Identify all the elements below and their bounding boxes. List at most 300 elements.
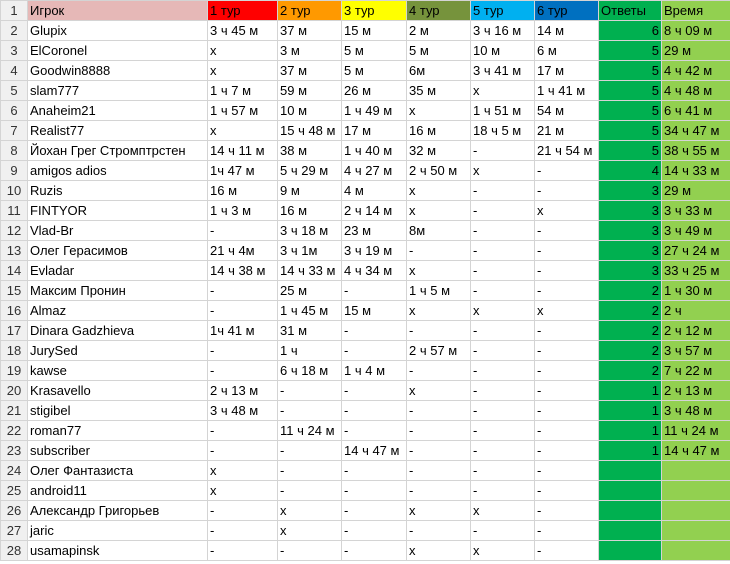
player-name-cell[interactable]: ElCoronel xyxy=(28,41,208,61)
round-2-cell[interactable]: x xyxy=(278,521,342,541)
round-1-cell[interactable]: 1 ч 7 м xyxy=(208,81,278,101)
round-2-cell[interactable]: 16 м xyxy=(278,201,342,221)
round-5-cell[interactable]: - xyxy=(471,521,535,541)
round-3-cell[interactable]: - xyxy=(342,341,407,361)
round-2-cell[interactable]: 38 м xyxy=(278,141,342,161)
round-3-cell[interactable]: 1 ч 4 м xyxy=(342,361,407,381)
table-row xyxy=(1,541,730,561)
answers-cell[interactable]: 2 xyxy=(599,281,662,301)
round-4-cell[interactable]: 5 м xyxy=(407,41,471,61)
player-name-cell[interactable]: Anaheim21 xyxy=(28,101,208,121)
round-5-cell[interactable]: - xyxy=(471,381,535,401)
round-1-cell[interactable]: 1ч 41 м xyxy=(208,321,278,341)
round-5-cell[interactable]: - xyxy=(471,261,535,281)
table-row xyxy=(1,261,730,281)
row-number[interactable]: 21 xyxy=(1,401,28,421)
player-name-cell[interactable]: JurySed xyxy=(28,341,208,361)
table-row xyxy=(1,201,730,221)
time-cell[interactable]: 2 ч xyxy=(662,301,730,321)
round-4-cell[interactable]: 16 м xyxy=(407,121,471,141)
row-number[interactable]: 2 xyxy=(1,21,28,41)
player-name-cell[interactable]: usamapinsk xyxy=(28,541,208,561)
answers-cell[interactable]: 3 xyxy=(599,241,662,261)
answers-cell[interactable]: 2 xyxy=(599,341,662,361)
round-5-cell[interactable]: - xyxy=(471,461,535,481)
round-3-cell[interactable]: 15 м xyxy=(342,21,407,41)
round-1-cell[interactable]: - xyxy=(208,521,278,541)
time-cell[interactable]: 29 м xyxy=(662,181,730,201)
round-4-cell[interactable]: 2 м xyxy=(407,21,471,41)
time-cell[interactable] xyxy=(662,521,730,541)
round-3-cell[interactable]: 4 ч 27 м xyxy=(342,161,407,181)
header-cell-round-5[interactable]: 5 тур xyxy=(471,1,535,21)
table-row xyxy=(1,461,730,481)
time-cell[interactable]: 3 ч 49 м xyxy=(662,221,730,241)
round-2-cell[interactable]: 14 ч 33 м xyxy=(278,261,342,281)
round-6-cell[interactable]: - xyxy=(535,181,599,201)
round-2-cell[interactable]: 9 м xyxy=(278,181,342,201)
round-3-cell[interactable]: - xyxy=(342,281,407,301)
header-cell-time[interactable]: Время xyxy=(662,1,730,21)
round-4-cell[interactable]: - xyxy=(407,421,471,441)
round-5-cell[interactable]: - xyxy=(471,221,535,241)
round-3-cell[interactable]: 5 м xyxy=(342,41,407,61)
table-row xyxy=(1,341,730,361)
round-3-cell[interactable]: 2 ч 14 м xyxy=(342,201,407,221)
answers-cell[interactable]: 2 xyxy=(599,301,662,321)
round-2-cell[interactable]: 3 ч 1м xyxy=(278,241,342,261)
round-6-cell[interactable]: - xyxy=(535,501,599,521)
player-name-cell[interactable]: android11 xyxy=(28,481,208,501)
player-name-cell[interactable]: Александр Григорьев xyxy=(28,501,208,521)
time-cell[interactable]: 14 ч 47 м xyxy=(662,441,730,461)
player-name-cell[interactable]: Максим Пронин xyxy=(28,281,208,301)
time-cell[interactable] xyxy=(662,541,730,561)
header-cell-round-2[interactable]: 2 тур xyxy=(278,1,342,21)
round-5-cell[interactable]: - xyxy=(471,401,535,421)
header-cell-round-3[interactable]: 3 тур xyxy=(342,1,407,21)
round-5-cell[interactable]: - xyxy=(471,321,535,341)
round-2-cell[interactable]: x xyxy=(278,501,342,521)
round-4-cell[interactable]: - xyxy=(407,361,471,381)
round-1-cell[interactable]: - xyxy=(208,441,278,461)
round-6-cell[interactable]: x xyxy=(535,201,599,221)
round-3-cell[interactable]: 15 м xyxy=(342,301,407,321)
round-1-cell[interactable]: x xyxy=(208,121,278,141)
round-6-cell[interactable]: - xyxy=(535,261,599,281)
round-6-cell[interactable]: 21 ч 54 м xyxy=(535,141,599,161)
row-number[interactable]: 22 xyxy=(1,421,28,441)
round-3-cell[interactable]: 26 м xyxy=(342,81,407,101)
player-name-cell[interactable]: kawse xyxy=(28,361,208,381)
answers-cell[interactable]: 3 xyxy=(599,221,662,241)
round-3-cell[interactable]: 1 ч 49 м xyxy=(342,101,407,121)
round-1-cell[interactable]: 1 ч 57 м xyxy=(208,101,278,121)
row-number[interactable]: 7 xyxy=(1,121,28,141)
player-name-cell[interactable]: amigos adios xyxy=(28,161,208,181)
round-4-cell[interactable]: x xyxy=(407,101,471,121)
round-1-cell[interactable]: 16 м xyxy=(208,181,278,201)
round-6-cell[interactable]: 1 ч 41 м xyxy=(535,81,599,101)
round-5-cell[interactable]: 10 м xyxy=(471,41,535,61)
answers-cell[interactable]: 5 xyxy=(599,101,662,121)
round-5-cell[interactable]: 18 ч 5 м xyxy=(471,121,535,141)
player-name-cell[interactable]: slam777 xyxy=(28,81,208,101)
answers-cell[interactable]: 6 xyxy=(599,21,662,41)
round-4-cell[interactable]: - xyxy=(407,241,471,261)
row-number[interactable]: 25 xyxy=(1,481,28,501)
round-1-cell[interactable]: 1 ч 3 м xyxy=(208,201,278,221)
answers-cell[interactable] xyxy=(599,541,662,561)
player-name-cell[interactable]: Glupix xyxy=(28,21,208,41)
table-row xyxy=(1,361,730,381)
answers-cell[interactable]: 5 xyxy=(599,141,662,161)
round-1-cell[interactable]: 21 ч 4м xyxy=(208,241,278,261)
round-3-cell[interactable]: - xyxy=(342,421,407,441)
player-name-cell[interactable]: subscriber xyxy=(28,441,208,461)
round-2-cell[interactable]: 3 ч 18 м xyxy=(278,221,342,241)
round-6-cell[interactable]: x xyxy=(535,301,599,321)
round-2-cell[interactable]: - xyxy=(278,481,342,501)
round-2-cell[interactable]: - xyxy=(278,401,342,421)
round-4-cell[interactable]: - xyxy=(407,461,471,481)
row-number[interactable]: 9 xyxy=(1,161,28,181)
round-5-cell[interactable]: 3 ч 41 м xyxy=(471,61,535,81)
round-3-cell[interactable]: - xyxy=(342,321,407,341)
player-name-cell[interactable]: Йохан Грег Стромптрстен xyxy=(28,141,208,161)
round-3-cell[interactable]: 4 ч 34 м xyxy=(342,261,407,281)
round-4-cell[interactable]: 2 ч 50 м xyxy=(407,161,471,181)
round-5-cell[interactable]: 3 ч 16 м xyxy=(471,21,535,41)
time-cell[interactable]: 3 ч 48 м xyxy=(662,401,730,421)
row-number[interactable]: 20 xyxy=(1,381,28,401)
round-2-cell[interactable]: - xyxy=(278,541,342,561)
round-6-cell[interactable]: 6 м xyxy=(535,41,599,61)
answers-cell[interactable]: 5 xyxy=(599,81,662,101)
answers-cell[interactable]: 5 xyxy=(599,121,662,141)
round-3-cell[interactable]: - xyxy=(342,381,407,401)
answers-cell[interactable]: 1 xyxy=(599,381,662,401)
round-2-cell[interactable]: 15 ч 48 м xyxy=(278,121,342,141)
player-name-cell[interactable]: Vlad-Br xyxy=(28,221,208,241)
answers-cell[interactable]: 2 xyxy=(599,321,662,341)
player-name-cell[interactable]: Dinara Gadzhieva xyxy=(28,321,208,341)
answers-cell[interactable] xyxy=(599,501,662,521)
table-row xyxy=(1,501,730,521)
time-cell[interactable]: 3 ч 33 м xyxy=(662,201,730,221)
row-number[interactable]: 12 xyxy=(1,221,28,241)
player-name-cell[interactable]: Олег Фантазиста xyxy=(28,461,208,481)
round-6-cell[interactable]: - xyxy=(535,281,599,301)
player-name-cell[interactable]: Ruzis xyxy=(28,181,208,201)
round-5-cell[interactable]: - xyxy=(471,141,535,161)
time-cell[interactable]: 2 ч 12 м xyxy=(662,321,730,341)
round-1-cell[interactable]: 14 ч 11 м xyxy=(208,141,278,161)
time-cell[interactable]: 3 ч 57 м xyxy=(662,341,730,361)
round-3-cell[interactable]: 5 м xyxy=(342,61,407,81)
player-name-cell[interactable]: jaric xyxy=(28,521,208,541)
table-row xyxy=(1,161,730,181)
row-number[interactable]: 23 xyxy=(1,441,28,461)
time-cell[interactable] xyxy=(662,481,730,501)
round-5-cell[interactable]: 1 ч 51 м xyxy=(471,101,535,121)
time-cell[interactable]: 4 ч 48 м xyxy=(662,81,730,101)
round-1-cell[interactable]: 1ч 47 м xyxy=(208,161,278,181)
table-row xyxy=(1,241,730,261)
answers-cell[interactable]: 5 xyxy=(599,41,662,61)
answers-cell[interactable]: 3 xyxy=(599,201,662,221)
round-6-cell[interactable]: - xyxy=(535,221,599,241)
time-cell[interactable]: 38 ч 55 м xyxy=(662,141,730,161)
round-5-cell[interactable]: - xyxy=(471,341,535,361)
time-cell[interactable] xyxy=(662,501,730,521)
row-number[interactable]: 6 xyxy=(1,101,28,121)
round-4-cell[interactable]: x xyxy=(407,541,471,561)
time-cell[interactable]: 27 ч 24 м xyxy=(662,241,730,261)
round-2-cell[interactable]: 59 м xyxy=(278,81,342,101)
round-1-cell[interactable]: - xyxy=(208,501,278,521)
round-3-cell[interactable]: 23 м xyxy=(342,221,407,241)
row-number[interactable]: 3 xyxy=(1,41,28,61)
round-1-cell[interactable]: x xyxy=(208,481,278,501)
answers-cell[interactable]: 3 xyxy=(599,261,662,281)
round-3-cell[interactable]: 4 м xyxy=(342,181,407,201)
round-6-cell[interactable]: - xyxy=(535,461,599,481)
round-2-cell[interactable]: 10 м xyxy=(278,101,342,121)
round-2-cell[interactable]: 3 м xyxy=(278,41,342,61)
row-number[interactable]: 17 xyxy=(1,321,28,341)
round-6-cell[interactable]: 54 м xyxy=(535,101,599,121)
round-2-cell[interactable]: 37 м xyxy=(278,21,342,41)
round-4-cell[interactable]: 6м xyxy=(407,61,471,81)
table-row xyxy=(1,301,730,321)
round-6-cell[interactable]: - xyxy=(535,521,599,541)
answers-cell[interactable]: 1 xyxy=(599,441,662,461)
player-name-cell[interactable]: roman77 xyxy=(28,421,208,441)
answers-cell[interactable]: 3 xyxy=(599,181,662,201)
table-row xyxy=(1,141,730,161)
round-4-cell[interactable]: x xyxy=(407,381,471,401)
table-row xyxy=(1,421,730,441)
round-6-cell[interactable]: - xyxy=(535,381,599,401)
round-4-cell[interactable]: x xyxy=(407,181,471,201)
round-2-cell[interactable]: 25 м xyxy=(278,281,342,301)
header-row xyxy=(1,1,730,21)
time-cell[interactable]: 7 ч 22 м xyxy=(662,361,730,381)
round-5-cell[interactable]: x xyxy=(471,301,535,321)
round-1-cell[interactable]: - xyxy=(208,301,278,321)
row-number[interactable]: 27 xyxy=(1,521,28,541)
round-6-cell[interactable]: 17 м xyxy=(535,61,599,81)
round-6-cell[interactable]: - xyxy=(535,161,599,181)
round-1-cell[interactable]: 14 ч 38 м xyxy=(208,261,278,281)
player-name-cell[interactable]: Realist77 xyxy=(28,121,208,141)
round-2-cell[interactable]: - xyxy=(278,381,342,401)
round-1-cell[interactable]: x xyxy=(208,61,278,81)
round-6-cell[interactable]: - xyxy=(535,361,599,381)
round-6-cell[interactable]: - xyxy=(535,321,599,341)
player-name-cell[interactable]: Almaz xyxy=(28,301,208,321)
round-5-cell[interactable]: - xyxy=(471,421,535,441)
round-4-cell[interactable]: x xyxy=(407,301,471,321)
round-5-cell[interactable]: x xyxy=(471,81,535,101)
round-4-cell[interactable]: - xyxy=(407,481,471,501)
round-6-cell[interactable]: - xyxy=(535,341,599,361)
header-cell-answers[interactable]: Ответы xyxy=(599,1,662,21)
time-cell[interactable]: 8 ч 09 м xyxy=(662,21,730,41)
row-number[interactable]: 10 xyxy=(1,181,28,201)
round-4-cell[interactable]: x xyxy=(407,261,471,281)
round-1-cell[interactable]: - xyxy=(208,341,278,361)
row-number[interactable]: 14 xyxy=(1,261,28,281)
round-3-cell[interactable]: - xyxy=(342,461,407,481)
round-3-cell[interactable]: 3 ч 19 м xyxy=(342,241,407,261)
time-cell[interactable]: 4 ч 42 м xyxy=(662,61,730,81)
row-number[interactable]: 15 xyxy=(1,281,28,301)
answers-cell[interactable]: 5 xyxy=(599,61,662,81)
player-name-cell[interactable]: Krasavello xyxy=(28,381,208,401)
round-6-cell[interactable]: - xyxy=(535,441,599,461)
row-number[interactable]: 8 xyxy=(1,141,28,161)
round-2-cell[interactable]: 1 ч 45 м xyxy=(278,301,342,321)
round-3-cell[interactable]: - xyxy=(342,501,407,521)
round-4-cell[interactable]: 32 м xyxy=(407,141,471,161)
answers-cell[interactable]: 1 xyxy=(599,421,662,441)
round-2-cell[interactable]: 37 м xyxy=(278,61,342,81)
round-3-cell[interactable]: - xyxy=(342,521,407,541)
table-row xyxy=(1,381,730,401)
header-cell-round-6[interactable]: 6 тур xyxy=(535,1,599,21)
row-number[interactable]: 5 xyxy=(1,81,28,101)
round-6-cell[interactable]: - xyxy=(535,541,599,561)
round-1-cell[interactable]: 3 ч 48 м xyxy=(208,401,278,421)
answers-cell[interactable]: 4 xyxy=(599,161,662,181)
table-row xyxy=(1,61,730,81)
round-4-cell[interactable]: x xyxy=(407,201,471,221)
round-6-cell[interactable]: - xyxy=(535,401,599,421)
row-number[interactable]: 24 xyxy=(1,461,28,481)
round-5-cell[interactable]: x xyxy=(471,161,535,181)
round-3-cell[interactable]: - xyxy=(342,401,407,421)
header-cell-round-1[interactable]: 1 тур xyxy=(208,1,278,21)
time-cell[interactable]: 2 ч 13 м xyxy=(662,381,730,401)
round-5-cell[interactable]: - xyxy=(471,201,535,221)
row-number[interactable]: 13 xyxy=(1,241,28,261)
header-cell-round-4[interactable]: 4 тур xyxy=(407,1,471,21)
table-row xyxy=(1,41,730,61)
answers-cell[interactable] xyxy=(599,521,662,541)
round-2-cell[interactable]: 6 ч 18 м xyxy=(278,361,342,381)
round-3-cell[interactable]: 1 ч 40 м xyxy=(342,141,407,161)
round-5-cell[interactable]: - xyxy=(471,281,535,301)
player-name-cell[interactable]: Олег Герасимов xyxy=(28,241,208,261)
row-number[interactable]: 1 xyxy=(1,1,28,21)
round-3-cell[interactable]: - xyxy=(342,541,407,561)
round-5-cell[interactable]: - xyxy=(471,481,535,501)
row-number[interactable]: 19 xyxy=(1,361,28,381)
round-4-cell[interactable]: - xyxy=(407,521,471,541)
round-1-cell[interactable]: - xyxy=(208,221,278,241)
time-cell[interactable] xyxy=(662,461,730,481)
round-4-cell[interactable]: 1 ч 5 м xyxy=(407,281,471,301)
round-1-cell[interactable]: - xyxy=(208,421,278,441)
round-6-cell[interactable]: - xyxy=(535,421,599,441)
round-4-cell[interactable]: - xyxy=(407,321,471,341)
player-name-cell[interactable]: Evladar xyxy=(28,261,208,281)
round-5-cell[interactable]: - xyxy=(471,241,535,261)
round-4-cell[interactable]: x xyxy=(407,501,471,521)
round-2-cell[interactable]: 1 ч xyxy=(278,341,342,361)
round-2-cell[interactable]: - xyxy=(278,441,342,461)
row-number[interactable]: 16 xyxy=(1,301,28,321)
round-1-cell[interactable]: 3 ч 45 м xyxy=(208,21,278,41)
round-1-cell[interactable]: - xyxy=(208,361,278,381)
round-1-cell[interactable]: - xyxy=(208,281,278,301)
answers-cell[interactable]: 2 xyxy=(599,361,662,381)
round-4-cell[interactable]: 8м xyxy=(407,221,471,241)
time-cell[interactable]: 11 ч 24 м xyxy=(662,421,730,441)
round-4-cell[interactable]: - xyxy=(407,401,471,421)
round-3-cell[interactable]: 14 ч 47 м xyxy=(342,441,407,461)
round-5-cell[interactable]: x xyxy=(471,501,535,521)
round-4-cell[interactable]: - xyxy=(407,441,471,461)
round-6-cell[interactable]: - xyxy=(535,241,599,261)
round-3-cell[interactable]: 17 м xyxy=(342,121,407,141)
time-cell[interactable]: 33 ч 25 м xyxy=(662,261,730,281)
round-6-cell[interactable]: 21 м xyxy=(535,121,599,141)
row-number[interactable]: 11 xyxy=(1,201,28,221)
table-row xyxy=(1,441,730,461)
row-number[interactable]: 4 xyxy=(1,61,28,81)
round-1-cell[interactable]: x xyxy=(208,461,278,481)
round-1-cell[interactable]: x xyxy=(208,41,278,61)
round-4-cell[interactable]: 35 м xyxy=(407,81,471,101)
player-name-cell[interactable]: stigibel xyxy=(28,401,208,421)
time-cell[interactable]: 34 ч 47 м xyxy=(662,121,730,141)
round-2-cell[interactable]: - xyxy=(278,461,342,481)
round-6-cell[interactable]: - xyxy=(535,481,599,501)
round-1-cell[interactable]: - xyxy=(208,541,278,561)
answers-cell[interactable] xyxy=(599,481,662,501)
answers-cell[interactable]: 1 xyxy=(599,401,662,421)
player-name-cell[interactable]: Goodwin8888 xyxy=(28,61,208,81)
table-row xyxy=(1,321,730,341)
round-5-cell[interactable]: x xyxy=(471,541,535,561)
time-cell[interactable]: 6 ч 41 м xyxy=(662,101,730,121)
time-cell[interactable]: 1 ч 30 м xyxy=(662,281,730,301)
table-row xyxy=(1,81,730,101)
round-1-cell[interactable]: 2 ч 13 м xyxy=(208,381,278,401)
round-6-cell[interactable]: 14 м xyxy=(535,21,599,41)
round-4-cell[interactable]: 2 ч 57 м xyxy=(407,341,471,361)
row-number[interactable]: 28 xyxy=(1,541,28,561)
round-2-cell[interactable]: 31 м xyxy=(278,321,342,341)
round-5-cell[interactable]: - xyxy=(471,181,535,201)
round-5-cell[interactable]: - xyxy=(471,361,535,381)
answers-cell[interactable] xyxy=(599,461,662,481)
player-name-cell[interactable]: FINTYOR xyxy=(28,201,208,221)
round-2-cell[interactable]: 5 ч 29 м xyxy=(278,161,342,181)
round-2-cell[interactable]: 11 ч 24 м xyxy=(278,421,342,441)
round-5-cell[interactable]: - xyxy=(471,441,535,461)
row-number[interactable]: 26 xyxy=(1,501,28,521)
row-number[interactable]: 18 xyxy=(1,341,28,361)
time-cell[interactable]: 14 ч 33 м xyxy=(662,161,730,181)
table-row xyxy=(1,181,730,201)
round-3-cell[interactable]: - xyxy=(342,481,407,501)
time-cell[interactable]: 29 м xyxy=(662,41,730,61)
header-cell-player[interactable]: Игрок xyxy=(28,1,208,21)
